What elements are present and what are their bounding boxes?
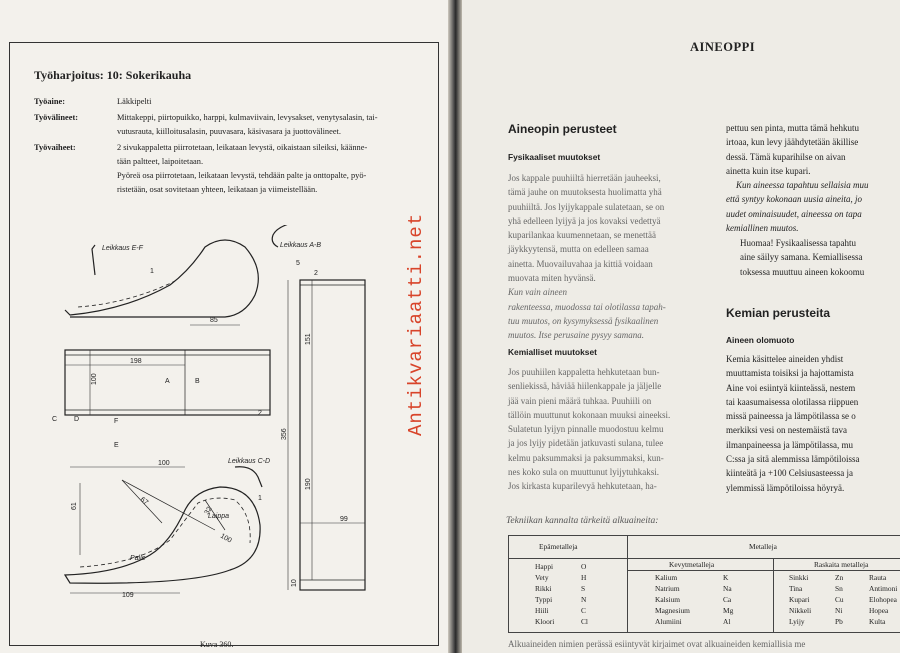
element-name: Natrium bbox=[655, 584, 680, 593]
element-name: Lyijy bbox=[789, 617, 805, 626]
text-line: kemiallinen muutos. bbox=[726, 223, 799, 234]
dim-198: 198 bbox=[130, 358, 142, 365]
section-heading: Kemian perusteita bbox=[726, 306, 831, 320]
table-header: Epämetalleja bbox=[539, 542, 578, 551]
meta-value: vutusrauta, kiilloitusalasin, puuvasara, käsivasara ja juottovälineet. bbox=[117, 127, 341, 136]
element-symbol: N bbox=[581, 595, 587, 604]
text-line: Sulatetun lyijyn pinnalle muodostuu kelmu bbox=[508, 424, 664, 435]
point-d: D bbox=[74, 416, 80, 423]
element-symbol: Al bbox=[723, 617, 731, 626]
dim-109: 109 bbox=[122, 592, 134, 599]
element-symbol: C bbox=[581, 606, 586, 615]
text-line: Aine voi esiintyä kiinteässä, nestem bbox=[726, 382, 856, 393]
section-cd-profile bbox=[235, 467, 262, 487]
text-line: jäykkyytensä, mutta on edelleen samaa bbox=[508, 244, 649, 255]
part-number-2b: 2 bbox=[258, 410, 262, 417]
subsection-heading: Fysikaaliset muutokset bbox=[508, 152, 601, 162]
element-name: Antimoni bbox=[869, 584, 898, 593]
side-view-outline bbox=[300, 280, 365, 590]
text-line: senliekissä, häviää hiilenkappale ja jäljelle bbox=[508, 381, 662, 392]
text-line: pettuu sen pinta, mutta tämä hehkutu bbox=[726, 123, 859, 133]
paragraph bbox=[726, 121, 900, 235]
radius-line bbox=[122, 480, 215, 530]
paragraph bbox=[508, 171, 714, 343]
element-symbol: K bbox=[723, 573, 729, 582]
meta-value: Mittakeppi, piirtopuikko, harppi, kulmaviivain, levysakset, venytysalasin, tai- bbox=[117, 113, 378, 122]
element-symbol: Na bbox=[723, 584, 732, 593]
meta-value: Pyöreä osa piirrotetaan, leikataan levystä, tehdään palte ja onttopalte, pyö- bbox=[117, 171, 367, 180]
meta-label: Työvälineet: bbox=[34, 113, 79, 122]
part-number-1b: 1 bbox=[258, 495, 262, 502]
text-line: Jos puuhiilen kappaletta hehkutetaan bun- bbox=[508, 367, 660, 377]
radius-67: 67 bbox=[138, 496, 150, 507]
element-name: Nikkeli bbox=[789, 606, 812, 615]
dim-85: 85 bbox=[210, 317, 218, 324]
element-name: Kulta bbox=[869, 617, 886, 626]
text-line: puuhiiltä. Jos lyijykappale sulatetaan, se on bbox=[508, 201, 665, 212]
note-paragraph bbox=[740, 236, 900, 279]
meta-label: Työaine: bbox=[34, 97, 66, 106]
text-line: Huomaa! Fysikaalisessa tapahtu bbox=[740, 238, 856, 248]
technical-drawing bbox=[30, 225, 390, 635]
watermark-text: Antikvariaatti.net bbox=[405, 212, 427, 436]
text-line: C:ssa ja sitä alemmissa lämpötiloissa bbox=[726, 454, 860, 465]
element-name: Rauta bbox=[869, 573, 887, 582]
text-line: muuttamista toisiksi ja hajottamista bbox=[726, 368, 854, 379]
text-line: Kun aineessa tapahtuu sellaisia muu bbox=[736, 180, 869, 191]
element-name: Elohopea bbox=[869, 595, 897, 604]
element-name: Kloori bbox=[535, 617, 555, 626]
table-rule bbox=[509, 558, 900, 559]
element-symbol: H bbox=[581, 573, 587, 582]
point-a: A bbox=[165, 378, 170, 385]
element-symbol: S bbox=[581, 584, 586, 593]
text-line: tai kaasumaisessa olotilassa riippuen bbox=[726, 396, 859, 407]
meta-value: 2 sivukappaletta piirrotetaan, leikataan levystä, oikaistaan sileiksi, käänne- bbox=[117, 143, 368, 152]
text-line: nes koko sula on muuttunut lyijytuhkaksi. bbox=[508, 467, 659, 478]
text-line: tällöin muuttunut kokonaan muuksi aineeksi. bbox=[508, 409, 671, 420]
element-symbol: O bbox=[581, 562, 587, 571]
footer-text: Alkuaineiden nimien perässä esiintyvät kirjaimet ovat alkuaineiden kemiallisia me bbox=[508, 639, 806, 649]
text-line: uudet ominaisuudet, aineessa on tapa bbox=[726, 208, 862, 219]
element-name: Kalium bbox=[655, 573, 678, 582]
meta-label: Työvaiheet: bbox=[34, 143, 76, 152]
text-line: Kun vain aineen bbox=[508, 287, 567, 298]
element-name: Sinkki bbox=[789, 573, 809, 582]
section-ef-profile bbox=[92, 245, 95, 275]
text-line: tämä jauhe on muutoksesta huolimatta yhä bbox=[508, 187, 662, 198]
part-number-1: 1 bbox=[150, 268, 154, 275]
element-symbol: Pb bbox=[835, 617, 843, 626]
dim-10: 10 bbox=[291, 579, 298, 587]
watermark bbox=[383, 212, 443, 438]
text-line: dessä. Tämä kuparihilse on aivan bbox=[726, 151, 846, 162]
scoop-bend-line bbox=[80, 498, 250, 567]
paragraph bbox=[726, 352, 900, 495]
elements-table bbox=[508, 535, 900, 633]
text-line: rakenteessa, muodossa tai olotilassa tapah- bbox=[508, 301, 666, 312]
text-line: ainetta. Muovailuvahaa ja kittiä voidaan bbox=[508, 258, 653, 269]
laippa-label: Laippa bbox=[208, 513, 230, 520]
text-line: missä paineessa ja lämpötilassa se o bbox=[726, 411, 856, 422]
element-name: Hiili bbox=[535, 606, 549, 615]
element-name: Hopea bbox=[869, 606, 889, 615]
text-line: ylemmissä lämpötiloissa höyryä. bbox=[726, 482, 845, 493]
element-symbol: Cl bbox=[581, 617, 588, 626]
part-number-2: 2 bbox=[314, 270, 318, 277]
point-f: F bbox=[114, 418, 119, 425]
text-line: Jos kappale puuhiiltä hierretään jauheeksi, bbox=[508, 173, 661, 183]
dim-151: 151 bbox=[305, 333, 312, 345]
element-symbol: Mg bbox=[723, 606, 734, 615]
text-line: kuparilankaa kuumennetaan, se menettää bbox=[508, 230, 656, 241]
text-line: Kemia käsittelee aineiden yhdist bbox=[726, 354, 844, 364]
section-heading: Aineopin perusteet bbox=[508, 122, 617, 136]
text-line: irtoaa, kun levy jäähdytetään äkillise bbox=[726, 137, 859, 148]
text-line: ainetta kuin itse kupari. bbox=[726, 165, 811, 176]
palle-label: Palle bbox=[130, 555, 146, 562]
dim-99: 99 bbox=[340, 516, 348, 523]
element-symbol: Ni bbox=[835, 606, 843, 615]
section-ef-label: Leikkaus E-F bbox=[102, 245, 143, 252]
table-rule bbox=[627, 570, 900, 571]
section-cd-label: Leikkaus C-D bbox=[228, 458, 271, 465]
element-name: Rikki bbox=[535, 584, 552, 593]
exercise-title: Työharjoitus: 10: Sokerikauha bbox=[34, 68, 192, 82]
text-line: muutos. Itse perusaine pysyy samana. bbox=[508, 330, 644, 341]
element-name: Vety bbox=[535, 573, 549, 582]
text-line: kelmu paksummaksi ja paksummaksi, kun- bbox=[508, 452, 664, 463]
text-line: yhä edelleen lyijyä ja jos kovaksi vedettyä bbox=[508, 215, 661, 226]
text-line: merkiksi vesi on nestemäistä tava bbox=[726, 425, 847, 436]
dim-5: 5 bbox=[296, 260, 300, 267]
text-line: aine säilyy samana. Kemiallisessa bbox=[740, 252, 863, 263]
meta-value: tään paltteet, laipoitetaan. bbox=[117, 157, 204, 166]
dim-356: 356 bbox=[281, 428, 288, 440]
radius-32: 32 bbox=[203, 505, 214, 516]
element-symbol: Sn bbox=[835, 584, 843, 593]
table-header: Metalleja bbox=[749, 542, 777, 551]
text-line: Jos kirkasta kuparilevyä hehkutetaan, ha- bbox=[508, 481, 657, 492]
point-c: C bbox=[52, 416, 58, 423]
element-name: Tina bbox=[789, 584, 803, 593]
element-name: Typpi bbox=[535, 595, 553, 604]
meta-value: Läkkipelti bbox=[117, 97, 152, 106]
element-symbol: Cu bbox=[835, 595, 844, 604]
element-name: Magnesium bbox=[655, 606, 690, 615]
left-page bbox=[0, 0, 448, 653]
radius-100: 100 bbox=[219, 532, 233, 545]
subsection-heading: Kemialliset muutokset bbox=[508, 347, 597, 357]
point-b: B bbox=[195, 378, 200, 385]
dim-100: 100 bbox=[91, 373, 98, 385]
dim-190: 190 bbox=[305, 478, 312, 490]
right-page bbox=[462, 0, 900, 653]
book-spine bbox=[448, 0, 462, 653]
element-name: Kalsium bbox=[655, 595, 681, 604]
side-piece-bend-line bbox=[78, 281, 175, 307]
paragraph bbox=[508, 365, 714, 494]
table-subheader: Kevytmetalleja bbox=[669, 560, 715, 569]
figure-caption: Kuva 360. bbox=[200, 640, 234, 649]
element-symbol: Ca bbox=[723, 595, 732, 604]
text-line: jää vain pieni määrä tuhkaa. Puuhiili on bbox=[508, 395, 652, 406]
element-name: Alumiini bbox=[655, 617, 682, 626]
text-line: muovata miten hyvänsä. bbox=[508, 273, 596, 284]
text-line: ja jos lyijy pidetään jatkuvasti sulana, tulee bbox=[508, 438, 664, 449]
running-head: AINEOPPI bbox=[690, 40, 756, 54]
element-symbol: Zn bbox=[835, 573, 844, 582]
section-ab-label: Leikkaus A-B bbox=[280, 242, 321, 249]
table-divider bbox=[627, 536, 628, 632]
table-title: Tekniikan kannalta tärkeitä alkuaineita: bbox=[506, 516, 659, 526]
element-name: Happi bbox=[535, 562, 554, 571]
element-name: Kupari bbox=[789, 595, 810, 604]
text-line: tuu muutos, on kysymyksessä fysikaalinen bbox=[508, 315, 659, 326]
point-e: E bbox=[114, 442, 119, 449]
text-line: että syntyy kokonaan uusia aineita, jo bbox=[726, 194, 862, 205]
subsection-heading: Aineen olomuoto bbox=[726, 335, 795, 345]
text-line: kiinteätä ja +100 Celsiusasteessa ja bbox=[726, 468, 854, 479]
meta-value: ristetään, osat sovitetaan yhteen, leikataan ja viimeistellään. bbox=[117, 185, 318, 194]
dim-61: 61 bbox=[71, 502, 78, 510]
text-line: toksessa muuttuu aineen kokoomu bbox=[740, 266, 865, 277]
table-subheader: Raskaita metalleja bbox=[814, 560, 869, 569]
text-line: ilmanpaineessa ja lämpötilassa, mu bbox=[726, 439, 853, 450]
dim-100b: 100 bbox=[158, 460, 170, 467]
